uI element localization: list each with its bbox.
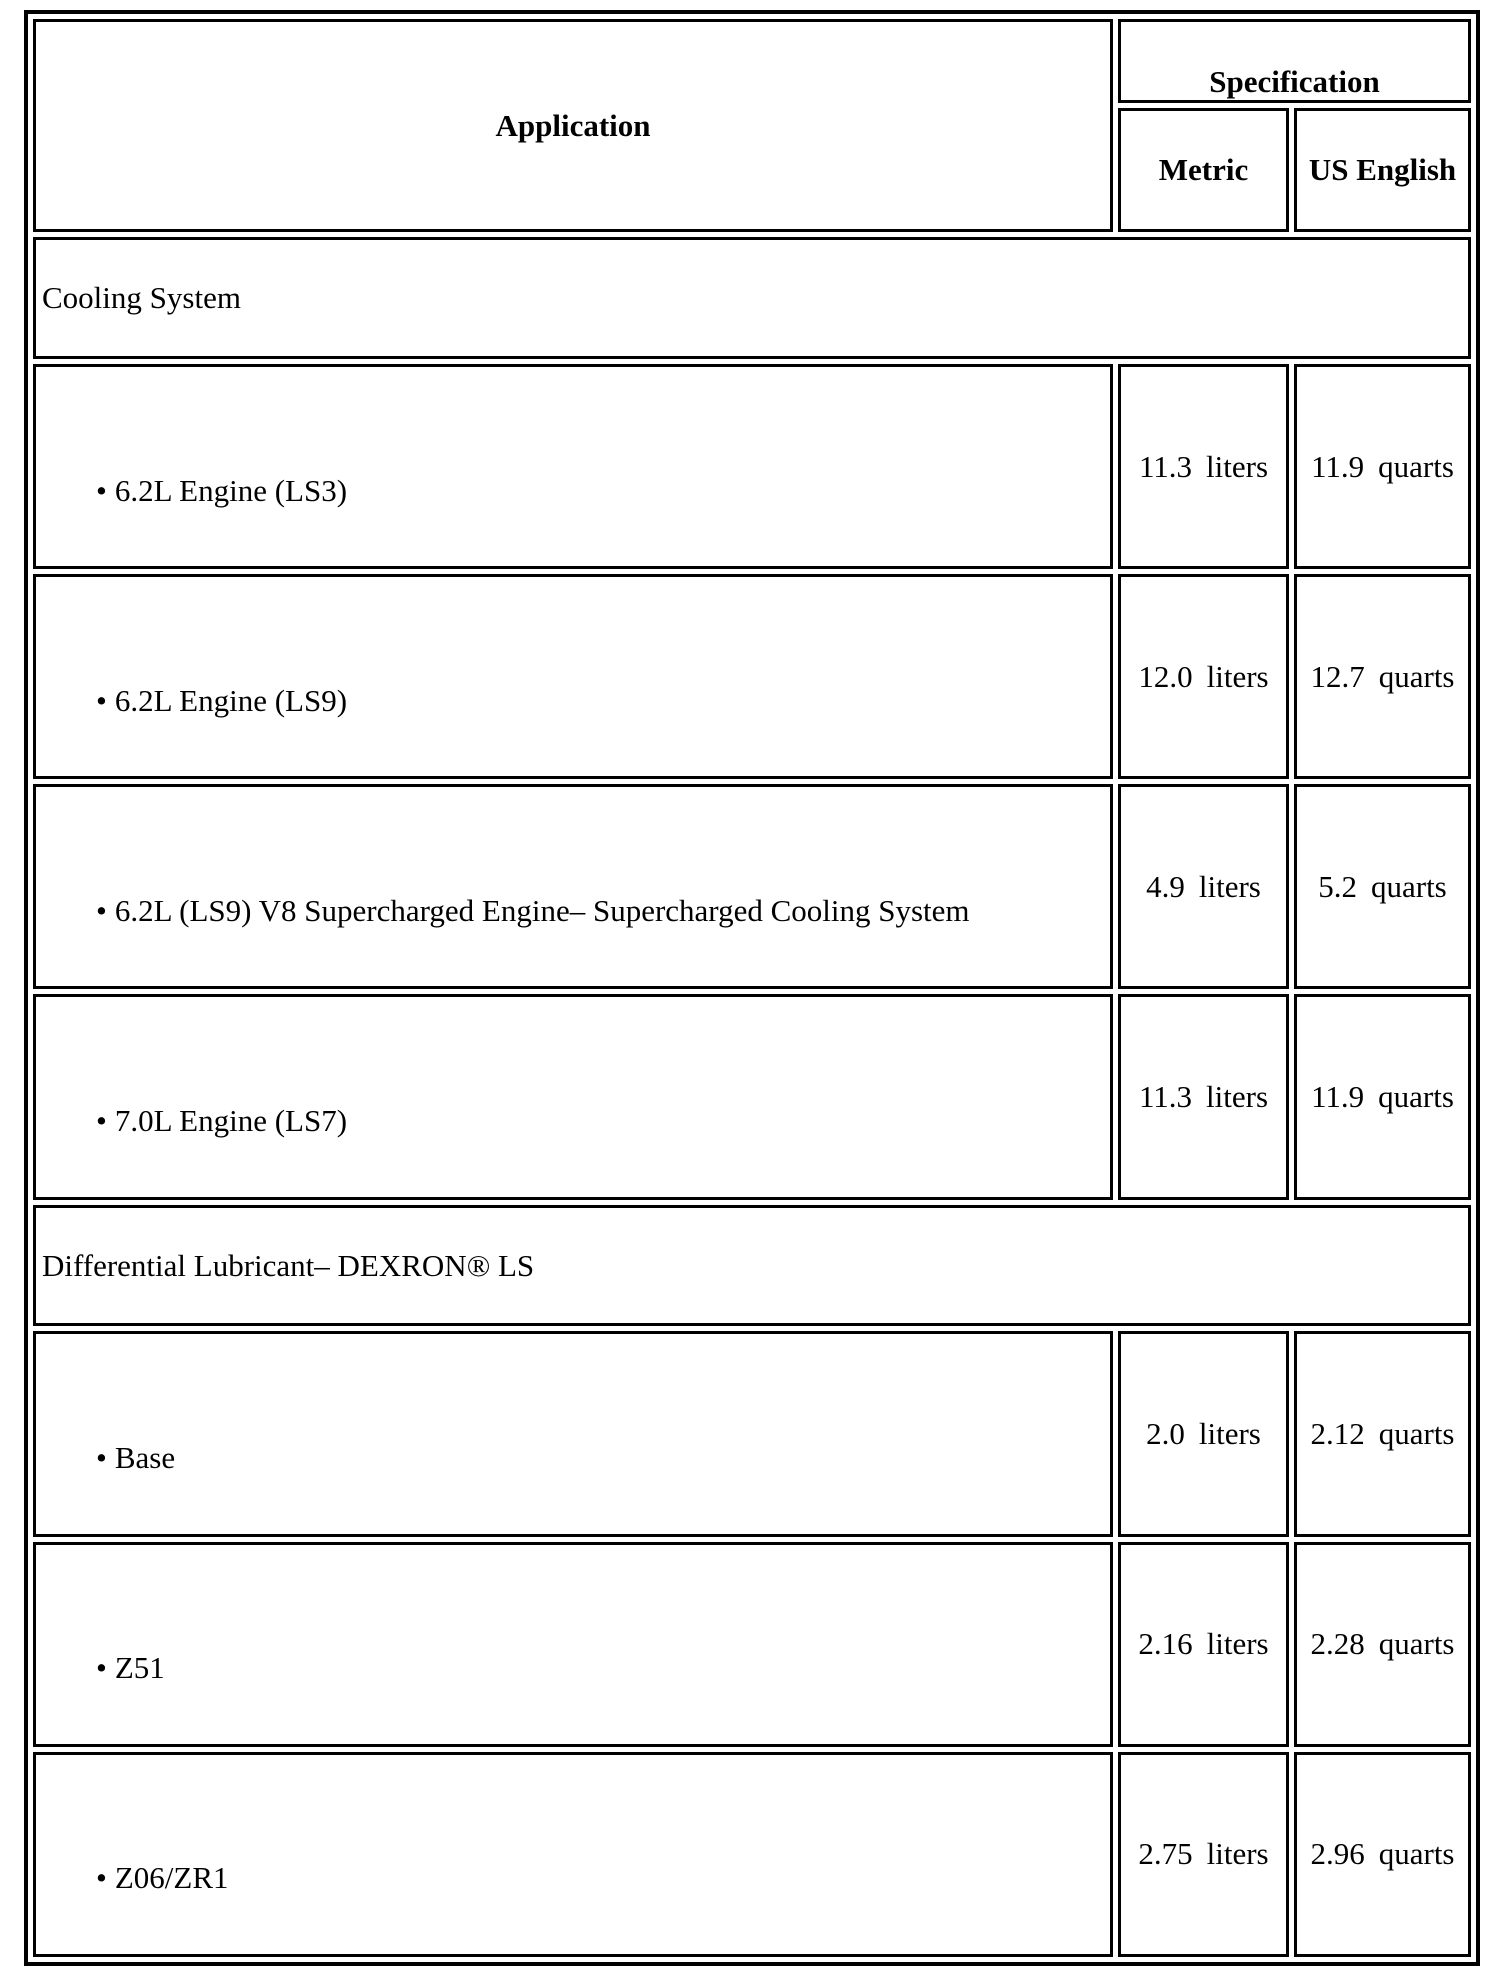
metric-unit: liters <box>1206 1836 1269 1872</box>
us-unit: quarts <box>1370 868 1447 904</box>
metric-value: 4.9 <box>1146 868 1185 904</box>
metric-unit: liters <box>1206 448 1269 484</box>
header-specification: Specification <box>1118 19 1471 103</box>
us-value: 11.9 <box>1311 1079 1365 1115</box>
section-row <box>33 1205 1471 1327</box>
section-title: Differential Lubricant– DEXRON® LS <box>33 1205 1471 1327</box>
bullet-icon: • <box>96 682 107 718</box>
us-cell <box>1294 1331 1471 1536</box>
us-unit: quarts <box>1378 1836 1455 1872</box>
us-value: 5.2 <box>1318 868 1357 904</box>
specification-table <box>24 10 1480 1966</box>
application-cell <box>33 574 1113 779</box>
bullet-icon: • <box>96 892 107 928</box>
us-value: 11.9 <box>1311 448 1365 484</box>
metric-unit: liters <box>1206 1079 1269 1115</box>
metric-cell <box>1118 574 1289 779</box>
application-label: Base <box>114 1440 176 1476</box>
us-unit: quarts <box>1378 1626 1455 1662</box>
us-value: 12.7 <box>1310 658 1365 694</box>
metric-value: 2.16 <box>1138 1626 1193 1662</box>
us-value: 2.28 <box>1310 1626 1365 1662</box>
metric-unit: liters <box>1198 1416 1261 1452</box>
metric-value: 2.75 <box>1138 1836 1193 1872</box>
table-row <box>33 364 1471 569</box>
metric-unit: liters <box>1206 1626 1269 1662</box>
table-row <box>33 994 1471 1199</box>
us-value: 2.96 <box>1310 1836 1365 1872</box>
metric-value: 11.3 <box>1138 1079 1193 1115</box>
section-row <box>33 237 1471 359</box>
us-cell <box>1294 994 1471 1199</box>
table-row <box>33 1752 1471 1957</box>
table-row <box>33 1331 1471 1536</box>
metric-value: 11.3 <box>1138 448 1193 484</box>
metric-cell <box>1118 364 1289 569</box>
bullet-icon: • <box>96 472 107 508</box>
metric-unit: liters <box>1206 658 1269 694</box>
header-metric: Metric <box>1118 108 1289 232</box>
header-us-english: US English <box>1294 108 1471 232</box>
application-cell <box>33 1542 1113 1747</box>
us-unit: quarts <box>1378 448 1454 484</box>
application-label: Z51 <box>114 1650 165 1686</box>
application-label: 7.0L Engine (LS7) <box>114 1103 348 1139</box>
us-cell <box>1294 1542 1471 1747</box>
metric-unit: liters <box>1198 868 1261 904</box>
table-row <box>33 574 1471 779</box>
application-cell <box>33 364 1113 569</box>
bullet-icon: • <box>96 1103 107 1139</box>
application-cell <box>33 784 1113 989</box>
table-row <box>33 784 1471 989</box>
metric-cell <box>1118 1542 1289 1747</box>
application-cell <box>33 1752 1113 1957</box>
us-cell <box>1294 364 1471 569</box>
application-cell <box>33 994 1113 1199</box>
bullet-icon: • <box>96 1860 107 1896</box>
metric-value: 12.0 <box>1138 658 1193 694</box>
bullet-icon: • <box>96 1440 107 1476</box>
application-label: 6.2L Engine (LS3) <box>114 472 348 508</box>
bullet-icon: • <box>96 1650 107 1686</box>
application-label: 6.2L Engine (LS9) <box>114 682 348 718</box>
us-cell <box>1294 784 1471 989</box>
application-cell <box>33 1331 1113 1536</box>
us-value: 2.12 <box>1310 1416 1365 1452</box>
table-row <box>33 1542 1471 1747</box>
metric-value: 2.0 <box>1146 1416 1185 1452</box>
section-title: Cooling System <box>33 237 1471 359</box>
page <box>24 10 1480 1966</box>
metric-cell <box>1118 784 1289 989</box>
header-application: Application <box>33 19 1113 232</box>
metric-cell <box>1118 1752 1289 1957</box>
us-unit: quarts <box>1378 1079 1454 1115</box>
header-row-top <box>33 19 1471 103</box>
us-cell <box>1294 1752 1471 1957</box>
metric-cell <box>1118 1331 1289 1536</box>
metric-cell <box>1118 994 1289 1199</box>
us-unit: quarts <box>1378 1416 1455 1452</box>
application-label: Z06/ZR1 <box>114 1860 229 1896</box>
us-unit: quarts <box>1378 658 1455 694</box>
application-label: 6.2L (LS9) V8 Supercharged Engine– Supercharged Cooling System <box>114 892 970 928</box>
us-cell <box>1294 574 1471 779</box>
